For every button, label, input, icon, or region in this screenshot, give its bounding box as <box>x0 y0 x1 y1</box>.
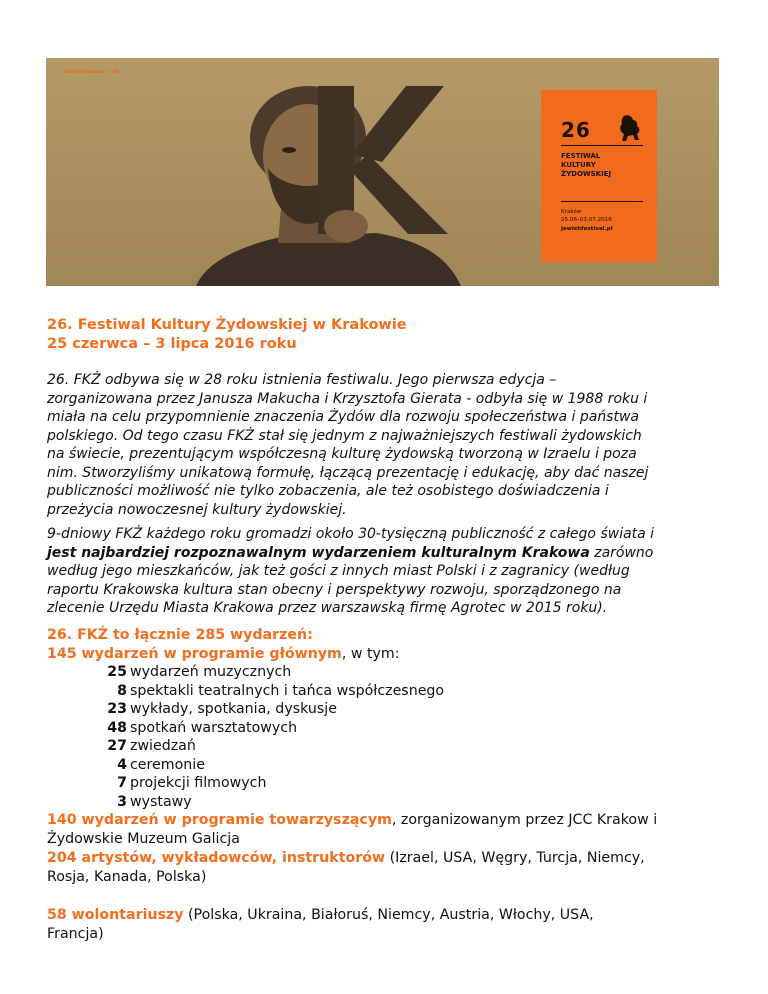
item-count: 8 <box>117 682 127 699</box>
paragraph-line: zlecenie Urzędu Miasta Krakowa przez warszawską firmę Agrotec w 2015 roku). <box>47 600 608 616</box>
item-label: wydarzeń muzycznych <box>130 664 292 680</box>
poster-dates: 25.06–03.07.2016 <box>561 217 612 224</box>
stats-total: 26. FKŻ to łącznie 285 wydarzeń: <box>47 627 313 643</box>
paragraph-line <box>47 544 737 563</box>
volunteers-line <box>47 906 747 925</box>
paragraph-line: 26. FKŻ odbywa się w 28 roku istnienia festiwalu. Jego pierwsza edycja – <box>47 372 557 388</box>
volunteers-highlight: 58 wolontariuszy <box>47 907 184 923</box>
item-label: spotkań warsztatowych <box>130 719 298 736</box>
paragraph-line: na świecie, prezentującym współczesną kulturę żydowską tworzoną w Izraelu i poza <box>47 446 637 462</box>
main-program-rest: , w tym: <box>341 645 400 662</box>
artists-line <box>47 849 747 868</box>
artists-highlight: 204 artystów, wykładowców, instruktorów <box>47 850 386 866</box>
list-item <box>87 793 747 812</box>
volunteers-rest: (Polska, Ukraina, Białoruś, Niemcy, Austria, Włochy, USA, <box>183 907 594 923</box>
poster-info <box>561 208 613 233</box>
item-count: 27 <box>107 738 127 754</box>
bold-highlight: jest najbardziej rozpoznawalnym wydarzeniem kulturalnym Krakowa <box>47 544 590 561</box>
events-stats <box>47 626 747 848</box>
item-count: 7 <box>117 775 127 791</box>
artists-info <box>47 849 747 887</box>
item-count: 3 <box>117 793 127 810</box>
festival-poster <box>541 90 657 262</box>
stats-side-program-line2: Żydowskie Muzeum Galicja <box>47 830 240 847</box>
poster-url: jewishfestival.pl <box>561 225 613 232</box>
item-label: wystawy <box>130 793 192 810</box>
list-item <box>87 719 747 738</box>
list-item <box>87 774 747 793</box>
lion-icon <box>618 114 644 142</box>
stats-side-program <box>47 811 747 830</box>
heading-title: 26. Festiwal Kultury Żydowskiej w Krakowie <box>47 317 407 333</box>
photo-credit: David Krakauer / 99 <box>63 69 119 75</box>
poster-title-line: KULTURY <box>561 161 596 169</box>
festival-banner <box>46 58 719 286</box>
paragraph-line: zorganizowana przez Janusza Makucha i Krzysztofa Gierata - odbyła się w 1988 roku i <box>47 390 648 407</box>
item-count: 48 <box>107 719 127 736</box>
poster-city: Kraków <box>561 209 582 215</box>
list-item <box>87 663 747 682</box>
item-label: projekcji filmowych <box>130 775 267 791</box>
main-program-highlight: 145 wydarzeń w programie głównym <box>47 645 342 662</box>
event-type-list <box>87 663 747 811</box>
paragraph-line: miała na celu przypomnienie znaczenia Żydów dla rozwoju społeczeństwa i państwa <box>47 409 639 425</box>
poster-title-line: FESTIWAL <box>561 152 601 160</box>
document-heading <box>47 316 407 354</box>
paragraph-text: zarówno <box>589 544 654 561</box>
item-label: zwiedzań <box>130 738 196 754</box>
paragraph-line: nim. Stworzyliśmy unikatową formułę, łączącą prezentację i edukację, aby dać naszej <box>47 464 649 481</box>
item-count: 23 <box>107 701 127 717</box>
list-item <box>87 700 747 719</box>
poster-edition-number: 26 <box>561 118 591 142</box>
paragraph-line: publiczności możliwość nie tylko zobaczenia, ale też osobistego doświadczenia i <box>47 483 609 499</box>
poster-divider <box>561 145 643 146</box>
item-label: wykłady, spotkania, dyskusje <box>130 701 337 717</box>
poster-divider <box>561 201 643 202</box>
list-item <box>87 682 747 701</box>
volunteers-info <box>47 906 747 944</box>
paragraph-line: raportu Krakowska kultura stan obecny i perspektywy rozwoju, sporządzonego na <box>47 581 622 598</box>
item-count: 25 <box>107 664 127 680</box>
volunteers-line2: Francja) <box>47 926 104 942</box>
intro-paragraph <box>47 371 737 519</box>
paragraph-line: 9-dniowy FKŻ każdego roku gromadzi około 30-tysięczną publiczność z całego świata i <box>47 526 655 542</box>
side-program-highlight: 140 wydarzeń w programie towarzyszącym <box>47 812 392 828</box>
paragraph-line: według jego mieszkańców, jak też gości z innych miast Polski i z zagranicy (według <box>47 563 630 579</box>
poster-title <box>561 152 611 179</box>
list-item <box>87 737 747 756</box>
paragraph-line: przeżycia nowoczesnej kultury żydowskiej. <box>47 501 347 518</box>
item-label: spektakli teatralnych i tańca współczesnego <box>130 682 445 699</box>
artists-line2: Rosja, Kanada, Polska) <box>47 869 207 885</box>
heading-dates: 25 czerwca – 3 lipca 2016 roku <box>47 336 297 352</box>
item-label: ceremonie <box>130 756 205 773</box>
side-program-rest: , zorganizowanym przez JCC Krakow i <box>391 812 658 828</box>
audience-paragraph <box>47 525 737 618</box>
artists-rest: (Izrael, USA, Węgry, Turcja, Niemcy, <box>385 850 645 866</box>
stats-main-program <box>47 645 747 664</box>
paragraph-line: polskiego. Od tego czasu FKŻ stał się jednym z najważniejszych festiwali żydowskich <box>47 427 642 444</box>
item-count: 4 <box>117 756 127 773</box>
poster-title-line: ŻYDOWSKIEJ <box>561 170 612 178</box>
list-item <box>87 756 747 775</box>
